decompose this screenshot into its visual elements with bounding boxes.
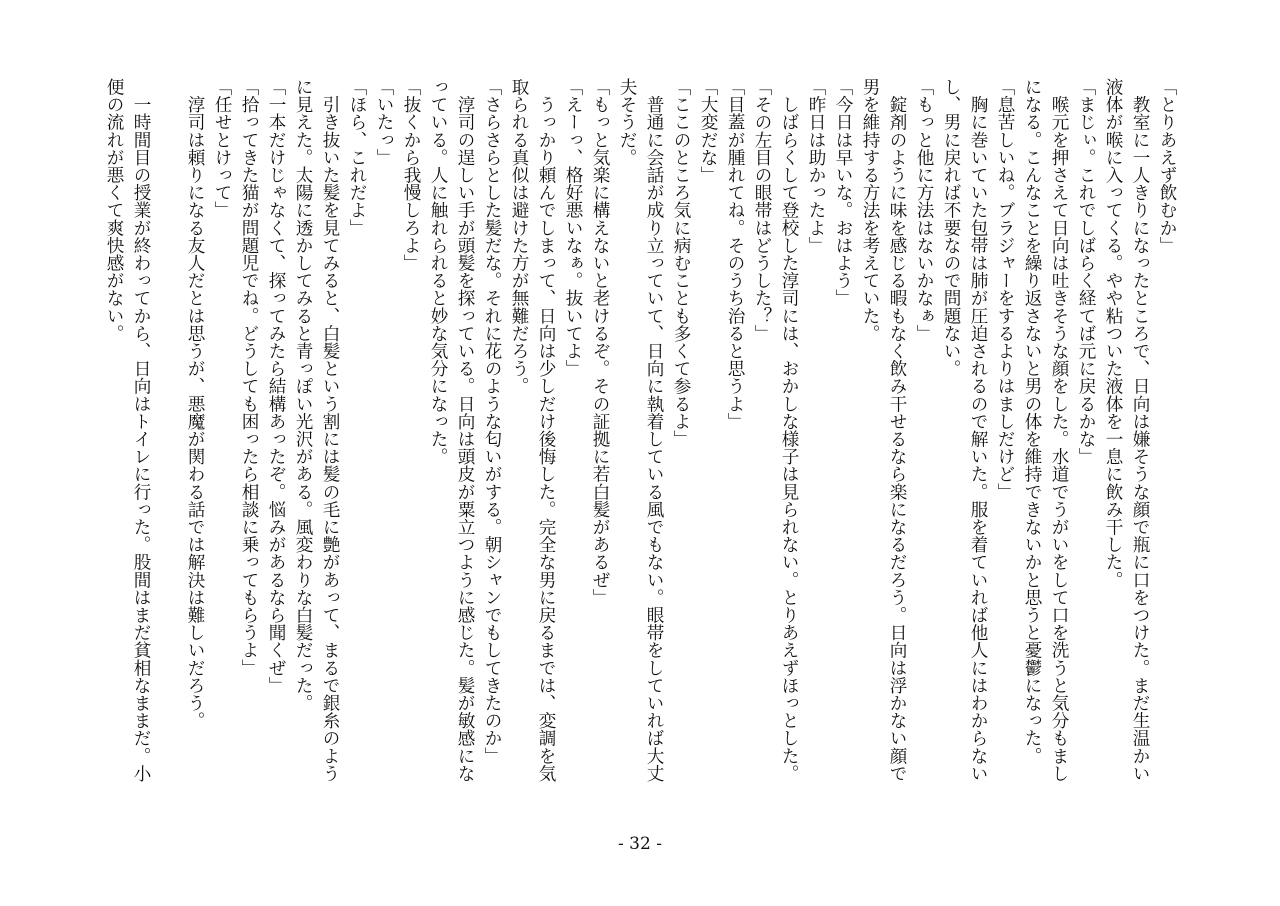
text-line: 「大変だな」 [698, 78, 718, 184]
text-line: に見えた。太陽に透かしてみると青っぽい光沢がある。風変わりな白髪だった。 [293, 78, 313, 712]
text-line: 「さらさらとした髪だな。それに花のような匂いがする。朝シャンでもしてきたのか」 [482, 78, 502, 765]
text-line: 便の流れが悪くて爽快感がない。 [104, 78, 124, 342]
text-line: 胸に巻いていた包帯は肺が圧迫されるので解いた。服を着ていれば他人にはわからない [968, 78, 988, 782]
text-line: 夫そうだ。 [617, 78, 637, 166]
text-line: になる。こんなことを繰り返さないと男の体を維持できないかと思うと憂鬱になった。 [1022, 78, 1042, 765]
text-line: 「えーっ、格好悪いなぁ。抜いてよ」 [563, 78, 583, 378]
text-line: 液体が喉に入ってくる。やや粘ついた液体を一息に飲み干した。 [1103, 78, 1123, 589]
text-line: 教室に一人きりになったところで、日向は嫌そうな顔で瓶に口をつけた。まだ生温かい [1130, 78, 1150, 782]
vertical-text-body [100, 78, 1180, 838]
text-line: し、男に戻れば不要なので問題ない。 [941, 78, 961, 378]
text-line: 喉元を押さえて日向は吐きそうな顔をした。水道でうがいをして口を洗うと気分もまし [1049, 78, 1069, 782]
text-line: 一時間目の授業が終わってから、日向はトイレに行った。股間はまだ貧相なままだ。小 [131, 78, 151, 782]
text-line: 「もっと気楽に構えないと老けるぞ。その証拠に若白髪があるぜ」 [590, 78, 610, 606]
text-line: 「昨日は助かったよ」 [806, 78, 826, 254]
text-line: 「抜くから我慢しろよ」 [401, 78, 421, 272]
text-line: 「拾ってきた猫が問題児でね。どうしても困ったら相談に乗ってもらうよ」 [239, 78, 259, 677]
text-line: 取られる真似は避けた方が無難だろう。 [509, 78, 529, 395]
text-line: 「ほら、これだよ」 [347, 78, 367, 237]
text-line: 「その左目の眼帯はどうした？」 [752, 78, 772, 342]
text-line: 「目蓋が腫れてね。そのうち治ると思うよ」 [725, 78, 745, 430]
text-line: 「とりあえず飲むか」 [1157, 78, 1177, 254]
text-line: うっかり頼んでしまって、日向は少しだけ後悔した。完全な男に戻るまでは、変調を気 [536, 78, 556, 782]
text-line: 引き抜いた髪を見てみると、白髪という割には髪の毛に艶があって、まるで銀糸のよう [320, 78, 340, 782]
text-line: 「息苦しいね。ブラジャーをするよりはましだけど」 [995, 78, 1015, 501]
text-line: 男を維持する方法を考えていた。 [860, 78, 880, 342]
text-line: 淳司は頼りになる友人だとは思うが、悪魔が関わる話では解決は難しいだろう。 [185, 78, 205, 730]
text-line [154, 78, 181, 838]
text-line: 普通に会話が成り立っていて、日向に執着している風でもない。眼帯をしていれば大丈 [644, 78, 664, 782]
text-line: 「任せとけって」 [212, 78, 232, 219]
text-line: 「いたっ」 [374, 78, 394, 166]
text-line: 「まじぃ。これでしばらく経てば元に戻るかな」 [1076, 78, 1096, 466]
text-line: 「今日は早いな。おはよう」 [833, 78, 853, 307]
text-line: 「一本だけじゃなくて、探ってみたら結構あったぞ。悩みがあるなら聞くぜ」 [266, 78, 286, 694]
text-line: しばらくして登校した淳司には、おかしな様子は見られない。とりあえずほっとした。 [779, 78, 799, 782]
text-line: 錠剤のように味を感じる暇もなく飲み干せるなら楽になるだろう。日向は浮かない顔で [887, 78, 907, 782]
text-line: っている。人に触れられると妙な気分になった。 [428, 78, 448, 466]
text-line: 淳司の逞しい手が頭髪を探っている。日向は頭皮が粟立つように感じた。髪が敏感にな [455, 78, 475, 782]
page-number: - 32 - [618, 834, 662, 854]
text-line: 「ここのところ気に病むことも多くて参るよ」 [671, 78, 691, 448]
text-line: 「もっと他に方法はないかなぁ」 [914, 78, 934, 342]
